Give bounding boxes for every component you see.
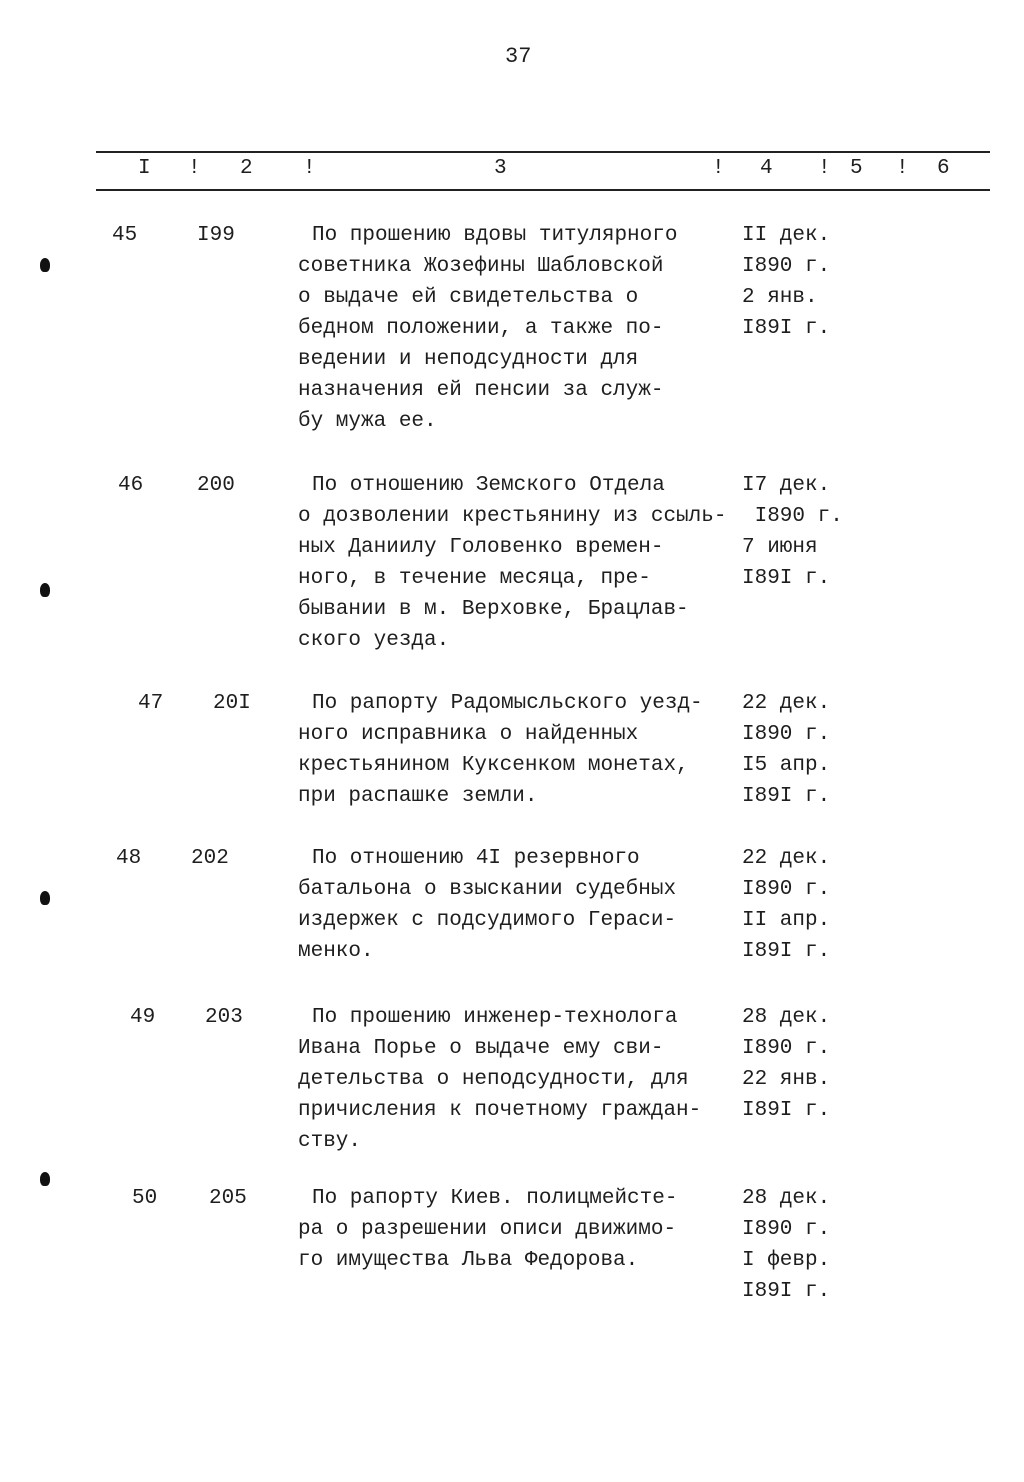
entry-number: 49 xyxy=(130,1006,156,1029)
description-line: Ивана Порье о выдаче ему сви- xyxy=(298,1037,664,1060)
inventory-number: 200 xyxy=(197,474,235,497)
description-line: ных Даниилу Головенко времен- xyxy=(298,536,664,559)
description-line: По отношению 4I резервного xyxy=(312,847,640,870)
column-separator: ! xyxy=(712,157,725,180)
description-line: менко. xyxy=(298,940,374,963)
entry-dates xyxy=(742,843,830,967)
date-line: 22 дек. xyxy=(742,692,831,715)
description-line: ного исправника о найденных xyxy=(298,723,639,746)
column-number: 5 xyxy=(850,157,863,180)
entry-dates xyxy=(742,220,830,344)
column-number: 4 xyxy=(760,157,773,180)
description-line: крестьянином Куксенком монетах, xyxy=(298,754,689,777)
description-line: издержек с подсудимого Гераси- xyxy=(298,909,677,932)
description-line: го имущества Льва Федорова. xyxy=(298,1249,639,1272)
date-line: I89I г. xyxy=(742,940,831,963)
date-line: I89I г. xyxy=(742,317,831,340)
column-number: 6 xyxy=(937,157,950,180)
description-line: ведении и неподсудности для xyxy=(298,348,639,371)
description-line: По прошению вдовы титулярного xyxy=(312,224,678,247)
description-line: причисления к почетному граждан- xyxy=(298,1099,702,1122)
entry-description xyxy=(298,688,703,812)
entry-dates xyxy=(742,470,843,594)
entry-number: 47 xyxy=(138,692,164,715)
date-line: 22 дек. xyxy=(742,847,831,870)
description-line: детельства о неподсудности, для xyxy=(298,1068,689,1091)
description-line: советника Жозефины Шабловской xyxy=(298,255,664,278)
date-line: I89I г. xyxy=(742,1280,831,1303)
date-line: 28 дек. xyxy=(742,1187,831,1210)
header-rule-bottom xyxy=(96,189,990,191)
entry-number: 50 xyxy=(132,1187,158,1210)
date-line: I89I г. xyxy=(742,785,831,808)
date-line: I89I г. xyxy=(742,567,831,590)
column-separator: ! xyxy=(818,157,831,180)
entry-number: 46 xyxy=(118,474,144,497)
date-line: I890 г. xyxy=(742,1218,831,1241)
column-separator: ! xyxy=(303,157,316,180)
date-line: I890 г. xyxy=(742,505,843,528)
entry-dates xyxy=(742,1183,830,1307)
date-line: 7 июня xyxy=(742,536,818,559)
description-line: о выдаче ей свидетельства о xyxy=(298,286,639,309)
punch-hole-mark xyxy=(40,1172,50,1186)
description-line: назначения ей пенсии за служ- xyxy=(298,379,664,402)
date-line: I февр. xyxy=(742,1249,831,1272)
column-number: I xyxy=(138,157,151,180)
description-line: бедном положении, а также по- xyxy=(298,317,664,340)
entry-description xyxy=(298,843,676,967)
description-line: По отношению Земского Отдела xyxy=(312,474,665,497)
entry-description xyxy=(298,1183,677,1276)
date-line: 22 янв. xyxy=(742,1068,831,1091)
description-line: батальона о взыскании судебных xyxy=(298,878,677,901)
date-line: I890 г. xyxy=(742,878,831,901)
date-line: I890 г. xyxy=(742,1037,831,1060)
description-line: ного, в течение месяца, пре- xyxy=(298,567,651,590)
inventory-number: 203 xyxy=(205,1006,243,1029)
date-line: I89I г. xyxy=(742,1099,831,1122)
description-line: По прошению инженер-технолога xyxy=(312,1006,678,1029)
entry-dates xyxy=(742,1002,830,1126)
punch-hole-mark xyxy=(40,891,50,905)
date-line: 28 дек. xyxy=(742,1006,831,1029)
description-line: ству. xyxy=(298,1130,362,1153)
date-line: I890 г. xyxy=(742,255,831,278)
inventory-number: 20I xyxy=(213,692,251,715)
description-line: По рапорту Радомысльского уезд- xyxy=(312,692,703,715)
entry-description xyxy=(298,1002,701,1157)
column-number: 2 xyxy=(240,157,253,180)
description-line: бывании в м. Верховке, Брацлав- xyxy=(298,598,689,621)
column-number: 3 xyxy=(494,157,507,180)
column-separator: ! xyxy=(896,157,909,180)
description-line: о дозволении крестьянину из ссыль- xyxy=(298,505,727,528)
inventory-number: 205 xyxy=(209,1187,247,1210)
date-line: II апр. xyxy=(742,909,831,932)
inventory-number: I99 xyxy=(197,224,235,247)
column-separator: ! xyxy=(188,157,201,180)
description-line: ра о разрешении описи движимо- xyxy=(298,1218,677,1241)
description-line: бу мужа ее. xyxy=(298,410,437,433)
inventory-number: 202 xyxy=(191,847,229,870)
description-line: По рапорту Киев. полицмейсте- xyxy=(312,1187,678,1210)
punch-hole-mark xyxy=(40,258,50,272)
date-line: I7 дек. xyxy=(742,474,831,497)
entry-description xyxy=(298,220,677,437)
entry-number: 48 xyxy=(116,847,142,870)
page-number: 37 xyxy=(505,44,532,69)
header-rule-top xyxy=(96,151,990,153)
date-line: 2 янв. xyxy=(742,286,818,309)
entry-number: 45 xyxy=(112,224,138,247)
entry-description xyxy=(298,470,726,656)
description-line: ского уезда. xyxy=(298,629,450,652)
date-line: II дек. xyxy=(742,224,831,247)
date-line: I890 г. xyxy=(742,723,831,746)
punch-hole-mark xyxy=(40,583,50,597)
date-line: I5 апр. xyxy=(742,754,831,777)
entry-dates xyxy=(742,688,830,812)
description-line: при распашке земли. xyxy=(298,785,538,808)
